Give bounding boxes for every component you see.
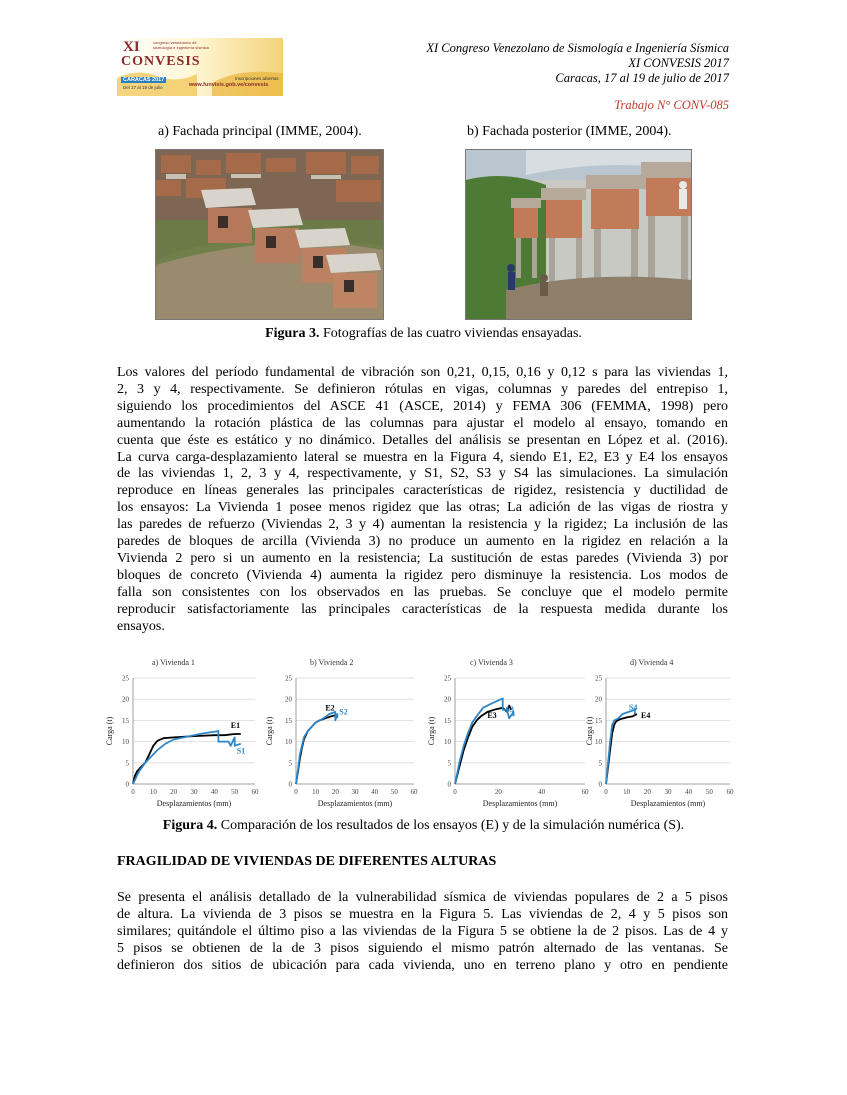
x-tick-label: 0 xyxy=(131,788,135,796)
conference-dates: Caracas, 17 al 19 de julio de 2017 xyxy=(555,71,729,85)
logo-subtitle: CONVESIS xyxy=(121,54,201,69)
paragraph-1-line: siguiendo los procedimientos del ASCE 41 (ASCE, 2014) y FEMA 306 (FEMMA, 1998) pero xyxy=(117,398,728,414)
paper-id: Trabajo N° CONV-085 xyxy=(614,98,729,112)
x-tick-label: 40 xyxy=(210,788,218,796)
x-tick-label: 50 xyxy=(231,788,239,796)
logo-dates: Del 17 al 19 de julio xyxy=(123,85,163,90)
x-axis-label: Desplazamientos (mm) xyxy=(630,799,706,808)
x-tick-label: 50 xyxy=(705,788,713,796)
chart-title: d) Vivienda 4 xyxy=(630,658,674,667)
logo-title: XI xyxy=(123,39,140,55)
y-tick-label: 15 xyxy=(122,716,129,725)
convesis-logo xyxy=(117,38,283,96)
x-tick-label: 40 xyxy=(685,788,693,796)
x-tick-label: 20 xyxy=(643,788,651,796)
figure4-caption xyxy=(0,818,847,834)
paragraph-1-line: de las viviendas 1, 2, 3 y 4, respectivamente, y S1, S2, S3 y S4 las simulaciones. La simulación xyxy=(117,466,728,482)
series-label: E3 xyxy=(487,710,497,720)
y-axis-label: Carga (t) xyxy=(265,716,274,746)
chart-title: a) Vivienda 1 xyxy=(152,658,195,667)
paragraph-2-line: 5 pisos se obtienen de la de 3 pisos siguiendo el mismo patrón alternado de las ventanas. Se xyxy=(117,940,728,956)
x-tick-label: 20 xyxy=(331,788,339,796)
section-title: FRAGILIDAD DE VIVIENDAS DE DIFERENTES ALTURAS xyxy=(117,854,497,869)
y-axis-label: Carga (t) xyxy=(585,716,594,746)
figure4-label: Figura 4. xyxy=(162,818,218,833)
y-tick-label: 5 xyxy=(125,759,129,768)
x-tick-label: 10 xyxy=(623,788,631,796)
y-tick-label: 25 xyxy=(595,674,602,683)
x-tick-label: 20 xyxy=(494,788,502,796)
figure4-caption-text: Comparación de los resultados de los ensayos (E) y de la simulación numérica (S). xyxy=(217,818,685,833)
y-tick-label: 10 xyxy=(285,738,292,747)
series-line-s4 xyxy=(606,710,635,784)
y-tick-label: 25 xyxy=(444,674,451,683)
y-tick-label: 5 xyxy=(288,759,292,768)
chart-title: c) Vivienda 3 xyxy=(470,658,513,667)
figure3-caption xyxy=(0,326,847,342)
paragraph-1-line: los ensayos: La Vivienda 1 posee menos rigidez que las otras; La adición de las vigas de riostra y xyxy=(117,500,728,516)
x-tick-label: 0 xyxy=(294,788,298,796)
x-axis-label: Desplazamientos (mm) xyxy=(156,799,232,808)
series-line-e4 xyxy=(606,714,637,784)
y-tick-label: 5 xyxy=(598,759,602,768)
logo-inscripciones: Inscripciones abiertas xyxy=(235,76,279,81)
series-label: E1 xyxy=(230,720,241,730)
x-tick-label: 30 xyxy=(190,788,198,796)
photo-fachada-posterior xyxy=(465,149,692,320)
logo-tagline: congreso venezolano de sismología e ingeniería sísmica xyxy=(153,40,209,50)
paragraph-1-line: La curva carga-desplazamiento lateral se muestra en la Figura 4, siendo E1, E2, E3 y E4 los ensayos xyxy=(117,449,728,465)
conference-short-name: XI CONVESIS 2017 xyxy=(628,56,729,70)
chart-panel xyxy=(265,658,418,808)
series-line-s1 xyxy=(133,731,241,784)
y-tick-label: 0 xyxy=(125,780,129,789)
paragraph-1-line: Los valores del período fundamental de vibración son 0,21, 0,15, 0,16 y 0,12 s para las viviendas 1, xyxy=(117,365,728,380)
y-tick-label: 20 xyxy=(285,695,292,704)
y-tick-label: 0 xyxy=(447,780,451,789)
series-label: E4 xyxy=(641,711,651,721)
x-axis-label: Desplazamientos (mm) xyxy=(482,799,558,808)
figure3-label: Figura 3. xyxy=(265,326,320,341)
photo-fachada-principal xyxy=(155,149,384,320)
y-axis-label: Carga (t) xyxy=(427,716,436,746)
paragraph-1-line: paredes de bloques de arcilla (Vivienda 3) no produce un aumento en la rigidez en relación a la xyxy=(117,534,728,550)
y-tick-label: 25 xyxy=(122,674,129,683)
paragraph-1-line: reproduce en líneas generales las principales características de rigidez, resistencia y ductilidad de xyxy=(117,483,728,499)
y-axis-label: Carga (t) xyxy=(105,716,114,746)
paragraph-2-line: definieron dos sitios de ubicación para cada vivienda, uno en terreno plano y otro en pendiente xyxy=(117,957,728,973)
y-tick-label: 5 xyxy=(447,759,451,768)
x-tick-label: 40 xyxy=(538,788,546,796)
x-tick-label: 40 xyxy=(371,788,379,796)
y-tick-label: 0 xyxy=(288,780,292,789)
paragraph-1-line: aumentando la rotación plástica de las columnas para ajustar el modelo al ensayo, tomando en xyxy=(117,415,728,431)
x-tick-label: 30 xyxy=(351,788,359,796)
y-tick-label: 20 xyxy=(444,695,451,704)
paragraph-1 xyxy=(117,365,728,636)
series-label: S4 xyxy=(628,703,638,713)
series-label: S1 xyxy=(236,746,246,756)
y-tick-label: 10 xyxy=(595,738,602,747)
x-tick-label: 60 xyxy=(726,788,734,796)
x-tick-label: 50 xyxy=(390,788,398,796)
paragraph-2-line: Se presenta el análisis detallado de la vulnerabilidad sísmica de viviendas populares de 2 a 5 pisos xyxy=(117,890,728,905)
x-tick-label: 10 xyxy=(312,788,320,796)
photo-a-caption: a) Fachada principal (IMME, 2004). xyxy=(158,124,362,139)
series-label: S3 xyxy=(505,705,514,715)
paragraph-1-line: ensayos. xyxy=(117,618,165,634)
paragraph-1-line: 2, 3 y 4, respectivamente. Se definieron rótulas en vigas, columnas y paredes del entrepiso 1, xyxy=(117,381,728,397)
x-tick-label: 60 xyxy=(581,788,589,796)
paragraph-1-line: cuenta que éste es estático y no dinámico. Detalles del análisis se presentan en López et al. (2016). xyxy=(117,432,728,448)
y-tick-label: 15 xyxy=(595,716,602,725)
paragraph-2-line: de altura. La vivienda de 3 pisos se muestra en la Figura 5. Las viviendas de 2, 4 y 5 pisos son xyxy=(117,906,728,922)
x-tick-label: 0 xyxy=(453,788,457,796)
series-label: S2 xyxy=(339,707,348,717)
x-tick-label: 0 xyxy=(604,788,608,796)
series-line-s2 xyxy=(296,712,337,784)
x-tick-label: 60 xyxy=(251,788,259,796)
chart-panel xyxy=(427,658,589,808)
x-tick-label: 60 xyxy=(410,788,418,796)
series-label: E2 xyxy=(325,703,335,713)
x-tick-label: 30 xyxy=(664,788,672,796)
paragraph-1-line: las paredes de refuerzo (Viviendas 2, 3 y 4) aumentan la resistencia y la rigidez; La inclusión de las xyxy=(117,517,728,533)
y-tick-label: 0 xyxy=(598,780,602,789)
paragraph-1-line: reproducir satisfactoriamente las principales características de la respuesta medida durante los xyxy=(117,601,728,617)
y-tick-label: 20 xyxy=(595,695,602,704)
chart-panel xyxy=(585,658,734,808)
figure4-charts xyxy=(100,655,740,810)
x-tick-label: 10 xyxy=(149,788,157,796)
figure3-caption-text: Fotografías de las cuatro viviendas ensayadas. xyxy=(319,326,582,341)
y-tick-label: 20 xyxy=(122,695,129,704)
paragraph-1-line: Vivienda 2 pero si un aumento en la resistencia; La sustitución de estas paredes (Vivienda 3) por xyxy=(117,550,728,566)
x-tick-label: 20 xyxy=(170,788,178,796)
y-tick-label: 15 xyxy=(285,716,292,725)
figure4-svg xyxy=(100,655,740,810)
y-tick-label: 10 xyxy=(122,738,129,747)
paragraph-1-line: bloques de concreto (Vivienda 4) aumenta la rigidez pero disminuye la resistencia. Los modos de xyxy=(117,567,728,583)
y-tick-label: 10 xyxy=(444,738,451,747)
chart-panel xyxy=(105,658,259,808)
x-axis-label: Desplazamientos (mm) xyxy=(317,799,393,808)
paragraph-1-line: falla son consistentes con los observados en las pruebas. Se concluye que el modelo permite xyxy=(117,584,728,600)
chart-title: b) Vivienda 2 xyxy=(310,658,354,667)
conference-name: XI Congreso Venezolano de Sismología e Ingeniería Sísmica xyxy=(426,41,729,55)
photo-b-caption: b) Fachada posterior (IMME, 2004). xyxy=(467,124,672,139)
logo-url: www.funvisis.gob.ve/convesis xyxy=(189,82,269,88)
y-tick-label: 15 xyxy=(444,716,451,725)
logo-city-badge: CARACAS 2017 xyxy=(123,77,165,83)
paragraph-2 xyxy=(117,890,728,975)
paragraph-2-line: similares; quitándole el último piso a las viviendas de la Figura 5 se obtiene la de 2 pisos. Las de 4 y xyxy=(117,923,728,939)
y-tick-label: 25 xyxy=(285,674,292,683)
